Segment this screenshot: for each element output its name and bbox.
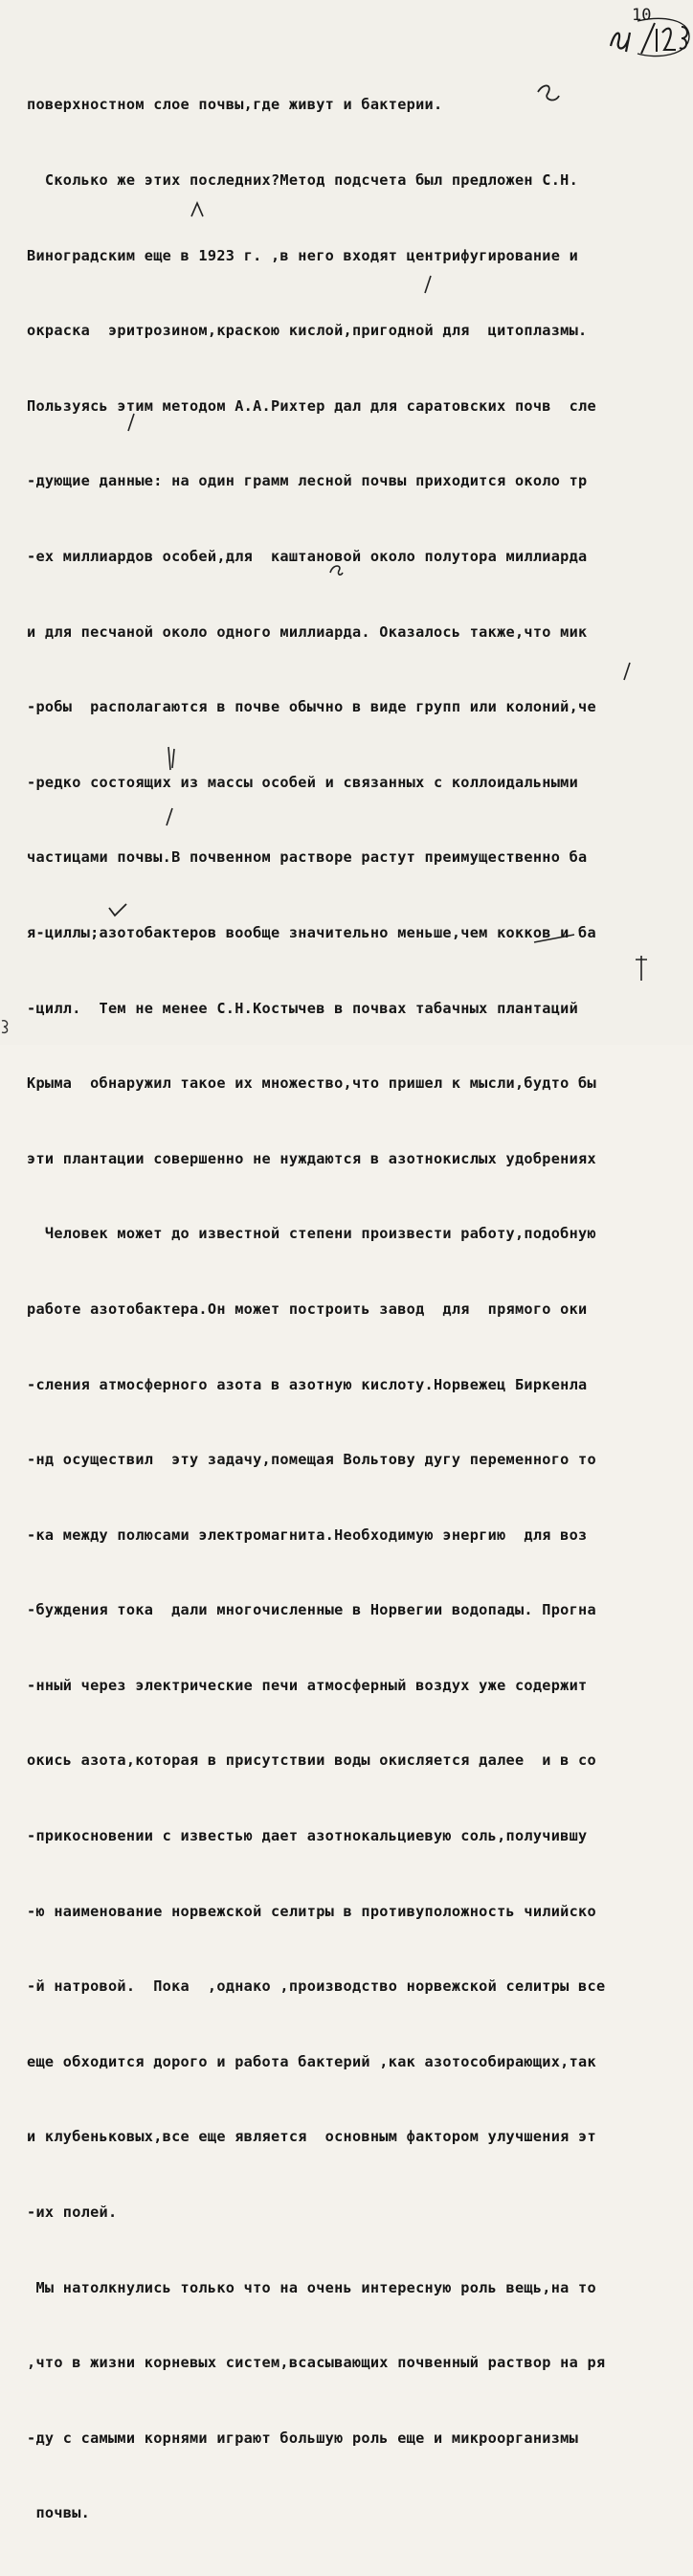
text-line: и клубеньковых,все еще является основным фактором улучшения эт xyxy=(27,2128,596,2146)
edit-mark-insertion xyxy=(190,199,205,218)
text-line: -буждения тока дали многочисленные в Норвегии водопады. Прогна xyxy=(27,1601,596,1619)
text-line: Виноградским еще в 1923 г. ,в него входят центрифугирование и xyxy=(27,246,579,264)
text-line: -дующие данные: на один грамм лесной почвы приходится около тр xyxy=(27,472,588,490)
text-line: работе азотобактера.Он может построить завод для прямого оки xyxy=(27,1299,588,1318)
text-line: Мы натолкнулись только что на очень интересную роль вещь,на то xyxy=(27,2278,596,2296)
text-line: Человек может до известной степени произвести работу,подобную xyxy=(27,1225,596,1243)
edit-mark-correction xyxy=(327,561,345,578)
text-line: -ка между полюсами электромагнита.Необходимую энергию для воз xyxy=(27,1525,588,1544)
text-line: и для песчаной около одного миллиарда. Оказалось также,что мик xyxy=(27,622,588,641)
text-line: я-циллы;азотобактеров вообще значительно меньше,чем кокков и ба xyxy=(27,923,596,941)
edit-mark-correction xyxy=(163,745,182,772)
text-line: -ду с самыми корнями играют большую роль еще и микроорганизмы xyxy=(27,2429,579,2447)
edit-mark-strikethrough xyxy=(532,929,576,948)
text-line: -нд осуществил эту задачу,помещая Вольтову дугу переменного то xyxy=(27,1451,596,1469)
edit-mark-paragraph xyxy=(124,412,138,433)
text-line: окраска эритрозином,краскою кислой,пригодной для цитоплазмы. xyxy=(27,322,588,340)
text-line: -ю наименование норвежской селитры в противуположность чилийско xyxy=(27,1902,596,1920)
text-line: -нный через электрические печи атмосферный воздух уже содержит xyxy=(27,1676,588,1694)
margin-mark xyxy=(0,1017,11,1036)
text-line: эти плантации совершенно не нуждаются в азотнокислых удобрениях xyxy=(27,1149,596,1167)
text-line: -й натровой. Пока ,однако ,производство норвежской селитры все xyxy=(27,1977,606,1996)
edit-mark-correction xyxy=(632,954,651,983)
text-line: Крыма обнаружил такое их множество,что пришел к мысли,будто бы xyxy=(27,1074,596,1093)
text-line: -робы располагаются в почве обычно в виде групп или колоний,че xyxy=(27,698,596,716)
text-line: -редко состоящих из массы особей и связанных с коллоидальными xyxy=(27,773,579,791)
text-line: ,что в жизни корневых систем,всасывающих почвенный раствор на ря xyxy=(27,2354,606,2372)
page-number: 10 xyxy=(632,6,652,25)
text-line: -сления атмосферного азота в азотную кислоту.Норвежец Биркенла xyxy=(27,1375,588,1393)
edit-mark-correction xyxy=(534,82,561,105)
text-line: -их полей. xyxy=(27,2203,118,2222)
text-line: частицами почвы.В почвенном растворе растут преимущественно ба xyxy=(27,848,588,867)
text-line: поверхностном слое почвы,где живут и бактерии. xyxy=(27,96,443,114)
edit-mark-paragraph xyxy=(163,806,176,827)
text-line: Сколько же этих последних?Метод подсчета был предложен С.Н. xyxy=(27,171,579,189)
text-line: Пользуясь этим методом А.А.Рихтер дал для саратовских почв сле xyxy=(27,396,596,415)
edit-mark-paragraph xyxy=(421,274,435,295)
text-line: -прикосновении с известью дает азотнокальциевую соль,получившу xyxy=(27,1827,588,1845)
text-line: еще обходится дорого и работа бактерий ,как азотособирающих,так xyxy=(27,2052,596,2070)
edit-mark-check xyxy=(107,900,128,919)
text-line: -цилл. Тем не менее С.Н.Костычев в почвах табачных плантаций xyxy=(27,999,579,1017)
text-line: окись азота,которая в присутствии воды окисляется далее и в со xyxy=(27,1751,596,1770)
text-line: почвы. xyxy=(27,2504,91,2522)
edit-mark-paragraph xyxy=(620,661,634,682)
text-line: -ех миллиардов особей,для каштановой около полутора миллиарда xyxy=(27,547,588,565)
